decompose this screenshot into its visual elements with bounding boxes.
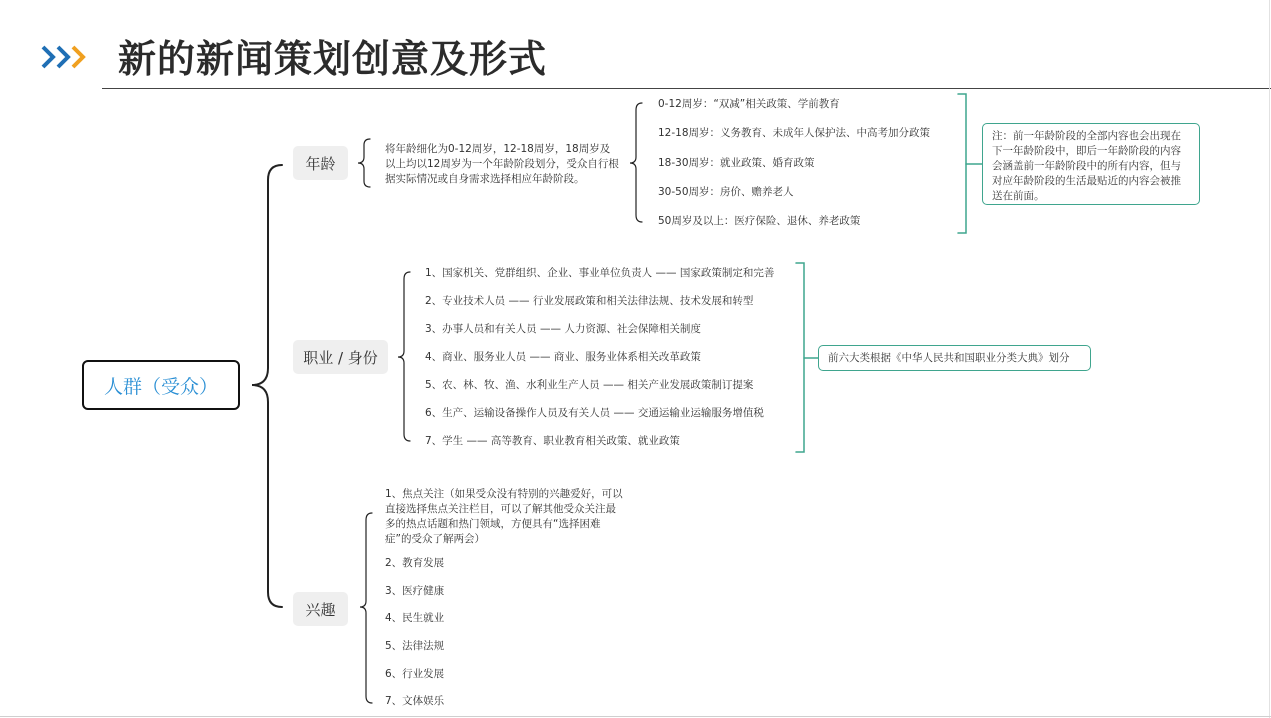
age-note-box: 注：前一年龄阶段的全部内容也会出现在下一年龄阶段中，即后一年龄阶段的内容会涵盖前一年龄阶段中的所有内容，但与对应年龄阶段的生活最贴近的内容会被推送在前面。 (982, 123, 1200, 205)
category-occupation: 职业 / 身份 (293, 340, 388, 374)
age-item: 30-50周岁：房价、赡养老人 (658, 186, 794, 198)
category-age: 年龄 (293, 146, 348, 180)
interest-item: 5、法律法规 (385, 640, 445, 652)
occupation-item: 7、学生 —— 高等教育、职业教育相关政策、就业政策 (425, 435, 680, 447)
age-right-bracket (958, 94, 966, 233)
age-item: 50周岁及以上：医疗保险、退休、养老政策 (658, 215, 861, 227)
age-item: 18-30周岁：就业政策、婚育政策 (658, 157, 815, 169)
age-description: 将年龄细化为0-12周岁，12-18周岁，18周岁及以上均以12周岁为一个年龄阶段划分，受众自行根据实际情况或自身需求选择相应年龄阶段。 (385, 143, 619, 185)
age-item: 0-12周岁：“双减”相关政策、学前教育 (658, 98, 840, 110)
bottom-edge-divider (0, 716, 1271, 717)
occupation-note-box: 前六大类根据《中华人民共和国职业分类大典》划分 (818, 345, 1091, 371)
occupation-item: 3、办事人员和有关人员 —— 人力资源、社会保障相关制度 (425, 323, 701, 335)
root-brace (252, 165, 282, 607)
occupation-item: 5、农、林、牧、渔、水利业生产人员 —— 相关产业发展政策制订提案 (425, 379, 754, 391)
page-title: 新的新闻策划创意及形式 (118, 37, 548, 81)
root-node: 人群（受众） (82, 360, 240, 410)
occupation-item: 6、生产、运输设备操作人员及有关人员 —— 交通运输业运输服务增值税 (425, 407, 764, 419)
chevrons-logo-icon (40, 42, 100, 72)
occupation-brace (398, 272, 410, 441)
age-item: 12-18周岁：义务教育、未成年人保护法、中高考加分政策 (658, 127, 931, 139)
title-divider (102, 88, 1271, 89)
interest-item: 4、民生就业 (385, 612, 445, 624)
category-interest: 兴趣 (293, 592, 348, 626)
interest-item: 7、文体娱乐 (385, 695, 445, 707)
age-desc-brace (358, 139, 370, 187)
interest-brace (360, 513, 372, 703)
interest-item: 2、教育发展 (385, 557, 445, 569)
right-edge-divider (1269, 0, 1270, 718)
occupation-item: 2、专业技术人员 —— 行业发展政策和相关法律法规、技术发展和转型 (425, 295, 754, 307)
interest-item-focus: 1、焦点关注（如果受众没有特别的兴趣爱好，可以直接选择焦点关注栏目，可以了解其他受众关注最多的热点话题和热门领域，方便具有“选择困难症”的受众了解两会） (385, 488, 623, 545)
occupation-right-bracket (796, 263, 804, 452)
occupation-item: 4、商业、服务业人员 —— 商业、服务业体系相关改革政策 (425, 351, 701, 363)
interest-item: 3、医疗健康 (385, 585, 445, 597)
interest-item: 6、行业发展 (385, 668, 445, 680)
occupation-item: 1、国家机关、党群组织、企业、事业单位负责人 —— 国家政策制定和完善 (425, 267, 775, 279)
age-items-brace (630, 103, 642, 222)
